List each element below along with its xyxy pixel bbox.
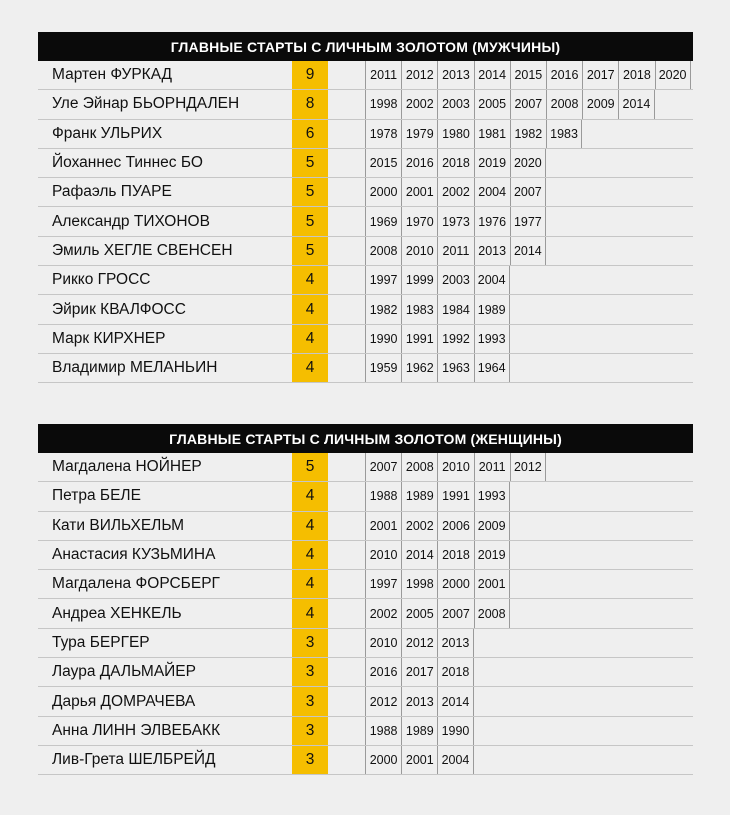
table-row — [38, 149, 693, 178]
table-row — [38, 237, 693, 266]
gold-count: 3 — [292, 687, 328, 715]
year-cell: 2006 — [437, 512, 473, 540]
year-cell: 2013 — [437, 629, 473, 657]
year-cell: 2008 — [401, 453, 437, 481]
year-cell: 1976 — [474, 207, 510, 235]
year-cell: 2011 — [437, 237, 473, 265]
year-cell: 2011 — [474, 453, 510, 481]
athlete-name: Эмиль ХЕГЛЕ СВЕНСЕН — [52, 241, 233, 259]
year-cell: 2001 — [401, 746, 437, 774]
year-cell: 1997 — [365, 266, 401, 294]
athlete-name: Рафаэль ПУАРЕ — [52, 183, 172, 201]
year-cell: 2003 — [437, 266, 473, 294]
year-cell: 1970 — [401, 207, 437, 235]
year-cell: 1989 — [474, 295, 510, 323]
gold-count: 3 — [292, 629, 328, 657]
athlete-name: Йоханнес Тиннес БО — [52, 154, 203, 172]
year-cell: 1980 — [437, 120, 473, 148]
gold-count: 4 — [292, 599, 328, 627]
athlete-name: Андреа ХЕНКЕЛЬ — [52, 604, 182, 622]
years-list — [365, 178, 546, 206]
gold-count: 5 — [292, 149, 328, 177]
table-row — [38, 90, 693, 119]
year-cell: 1983 — [546, 120, 582, 148]
year-cell: 1993 — [474, 325, 510, 353]
year-cell: 1982 — [365, 295, 401, 323]
gold-count: 9 — [292, 61, 328, 89]
year-cell: 1977 — [510, 207, 546, 235]
gold-count: 3 — [292, 746, 328, 774]
year-cell: 1998 — [401, 570, 437, 598]
year-cell: 2014 — [618, 90, 654, 118]
gold-count: 4 — [292, 295, 328, 323]
athlete-name: Петра БЕЛЕ — [52, 487, 141, 505]
gold-count: 3 — [292, 717, 328, 745]
years-list — [365, 61, 691, 89]
year-cell: 2019 — [474, 541, 510, 569]
year-cell: 2018 — [618, 61, 654, 89]
year-cell: 2018 — [437, 658, 473, 686]
gold-count: 4 — [292, 266, 328, 294]
table-row — [38, 453, 693, 482]
years-list — [365, 570, 510, 598]
year-cell: 2013 — [437, 61, 473, 89]
year-cell: 2008 — [365, 237, 401, 265]
year-cell: 2000 — [365, 746, 401, 774]
year-cell: 2010 — [401, 237, 437, 265]
year-cell: 2004 — [474, 266, 510, 294]
year-cell: 2010 — [437, 453, 473, 481]
year-cell: 2004 — [474, 178, 510, 206]
year-cell: 2000 — [365, 178, 401, 206]
year-cell: 2007 — [510, 90, 546, 118]
year-cell: 1990 — [365, 325, 401, 353]
year-cell: 1963 — [437, 354, 473, 382]
year-cell: 2002 — [401, 512, 437, 540]
table-row — [38, 687, 693, 716]
year-cell: 2001 — [401, 178, 437, 206]
years-list — [365, 658, 474, 686]
gold-count: 4 — [292, 512, 328, 540]
year-cell: 1989 — [401, 717, 437, 745]
gold-count: 5 — [292, 207, 328, 235]
athlete-name: Эйрик КВАЛФОСС — [52, 300, 186, 318]
men-table — [38, 32, 693, 383]
year-cell: 2014 — [510, 237, 546, 265]
table-row — [38, 266, 693, 295]
year-cell: 2002 — [437, 178, 473, 206]
table-row — [38, 120, 693, 149]
gold-count: 4 — [292, 325, 328, 353]
years-list — [365, 266, 510, 294]
table-row — [38, 512, 693, 541]
years-list — [365, 717, 474, 745]
gold-count: 5 — [292, 237, 328, 265]
year-cell: 2004 — [437, 746, 473, 774]
athlete-name: Магдалена ФОРСБЕРГ — [52, 575, 220, 593]
table-row — [38, 482, 693, 511]
years-list — [365, 237, 546, 265]
table-row — [38, 746, 693, 775]
year-cell: 2018 — [437, 149, 473, 177]
year-cell: 1973 — [437, 207, 473, 235]
years-list — [365, 325, 510, 353]
year-cell: 2012 — [401, 629, 437, 657]
table-row — [38, 325, 693, 354]
athlete-name: Марк КИРХНЕР — [52, 329, 166, 347]
years-list — [365, 541, 510, 569]
year-cell: 1981 — [474, 120, 510, 148]
year-cell: 1978 — [365, 120, 401, 148]
year-cell: 2001 — [365, 512, 401, 540]
year-cell: 2007 — [437, 599, 473, 627]
years-list — [365, 746, 474, 774]
year-cell: 2012 — [401, 61, 437, 89]
year-cell: 2013 — [474, 237, 510, 265]
year-cell: 2016 — [365, 658, 401, 686]
years-list — [365, 295, 510, 323]
year-cell: 1990 — [437, 717, 473, 745]
year-cell: 1992 — [437, 325, 473, 353]
athlete-name: Тура БЕРГЕР — [52, 633, 150, 651]
year-cell: 2012 — [510, 453, 546, 481]
athlete-name: Магдалена НОЙНЕР — [52, 458, 202, 476]
athlete-name: Мартен ФУРКАД — [52, 66, 173, 84]
year-cell: 2015 — [365, 149, 401, 177]
years-list — [365, 599, 510, 627]
year-cell: 2008 — [546, 90, 582, 118]
gold-count: 5 — [292, 178, 328, 206]
year-cell: 2014 — [437, 687, 473, 715]
year-cell: 2014 — [401, 541, 437, 569]
athlete-name: Дарья ДОМРАЧЕВА — [52, 692, 196, 710]
years-list — [365, 512, 510, 540]
year-cell: 1962 — [401, 354, 437, 382]
year-cell: 2017 — [401, 658, 437, 686]
year-cell: 1964 — [474, 354, 510, 382]
table-row — [38, 207, 693, 236]
athlete-name: Александр ТИХОНОВ — [52, 212, 210, 230]
year-cell: 1988 — [365, 717, 401, 745]
year-cell: 2000 — [437, 570, 473, 598]
women-table-body — [38, 453, 693, 775]
athlete-name: Лаура ДАЛЬМАЙЕР — [52, 663, 196, 681]
year-cell: 1988 — [365, 482, 401, 510]
years-list — [365, 207, 546, 235]
year-cell: 1989 — [401, 482, 437, 510]
table-row — [38, 629, 693, 658]
gold-count: 4 — [292, 541, 328, 569]
women-table — [38, 424, 693, 775]
year-cell: 2001 — [474, 570, 510, 598]
years-list — [365, 482, 510, 510]
gold-count: 8 — [292, 90, 328, 118]
years-list — [365, 120, 582, 148]
year-cell: 1983 — [401, 295, 437, 323]
women-table-title: ГЛАВНЫЕ СТАРТЫ С ЛИЧНЫМ ЗОЛОТОМ (ЖЕНЩИНЫ) — [38, 424, 693, 453]
year-cell: 2003 — [437, 90, 473, 118]
table-row — [38, 178, 693, 207]
year-cell: 1982 — [510, 120, 546, 148]
year-cell: 2011 — [365, 61, 401, 89]
year-cell: 1999 — [401, 266, 437, 294]
year-cell: 1998 — [365, 90, 401, 118]
year-cell: 1984 — [437, 295, 473, 323]
year-cell: 1991 — [437, 482, 473, 510]
year-cell: 2002 — [365, 599, 401, 627]
athlete-name: Уле Эйнар БЬОРНДАЛЕН — [52, 95, 240, 113]
year-cell: 2014 — [474, 61, 510, 89]
table-row — [38, 570, 693, 599]
year-cell: 1969 — [365, 207, 401, 235]
years-list — [365, 687, 474, 715]
year-cell: 2005 — [401, 599, 437, 627]
year-cell: 1991 — [401, 325, 437, 353]
years-list — [365, 354, 510, 382]
year-cell: 2008 — [474, 599, 510, 627]
year-cell: 2002 — [401, 90, 437, 118]
years-list — [365, 90, 655, 118]
year-cell: 2010 — [365, 629, 401, 657]
year-cell: 2016 — [401, 149, 437, 177]
year-cell: 2007 — [365, 453, 401, 481]
athlete-name: Лив-Грета ШЕЛБРЕЙД — [52, 751, 216, 769]
year-cell: 2009 — [474, 512, 510, 540]
table-row — [38, 354, 693, 383]
year-cell: 2009 — [582, 90, 618, 118]
gold-count: 4 — [292, 354, 328, 382]
years-list — [365, 629, 474, 657]
men-table-title: ГЛАВНЫЕ СТАРТЫ С ЛИЧНЫМ ЗОЛОТОМ (МУЖЧИНЫ) — [38, 32, 693, 61]
year-cell: 2013 — [401, 687, 437, 715]
gold-count: 6 — [292, 120, 328, 148]
athlete-name: Анастасия КУЗЬМИНА — [52, 546, 216, 564]
athlete-name: Анна ЛИНН ЭЛВЕБАКК — [52, 721, 221, 739]
year-cell: 1979 — [401, 120, 437, 148]
year-cell: 2020 — [655, 61, 691, 89]
year-cell: 2012 — [365, 687, 401, 715]
table-row — [38, 658, 693, 687]
years-list — [365, 149, 546, 177]
gold-count: 3 — [292, 658, 328, 686]
year-cell: 2019 — [474, 149, 510, 177]
athlete-name: Франк УЛЬРИХ — [52, 124, 163, 142]
year-cell: 2007 — [510, 178, 546, 206]
year-cell: 2017 — [582, 61, 618, 89]
table-row — [38, 541, 693, 570]
year-cell: 2018 — [437, 541, 473, 569]
athlete-name: Рикко ГРОСС — [52, 271, 151, 289]
year-cell: 2020 — [510, 149, 546, 177]
men-table-body — [38, 61, 693, 383]
athlete-name: Кати ВИЛЬХЕЛЬМ — [52, 516, 185, 534]
gold-count: 5 — [292, 453, 328, 481]
gold-count: 4 — [292, 482, 328, 510]
table-row — [38, 61, 693, 90]
year-cell: 1993 — [474, 482, 510, 510]
year-cell: 1959 — [365, 354, 401, 382]
athlete-name: Владимир МЕЛАНЬИН — [52, 359, 218, 377]
year-cell: 2010 — [365, 541, 401, 569]
year-cell: 2015 — [510, 61, 546, 89]
years-list — [365, 453, 546, 481]
year-cell: 1997 — [365, 570, 401, 598]
table-row — [38, 717, 693, 746]
gold-count: 4 — [292, 570, 328, 598]
table-row — [38, 599, 693, 628]
year-cell: 2016 — [546, 61, 582, 89]
table-row — [38, 295, 693, 324]
year-cell: 2005 — [474, 90, 510, 118]
